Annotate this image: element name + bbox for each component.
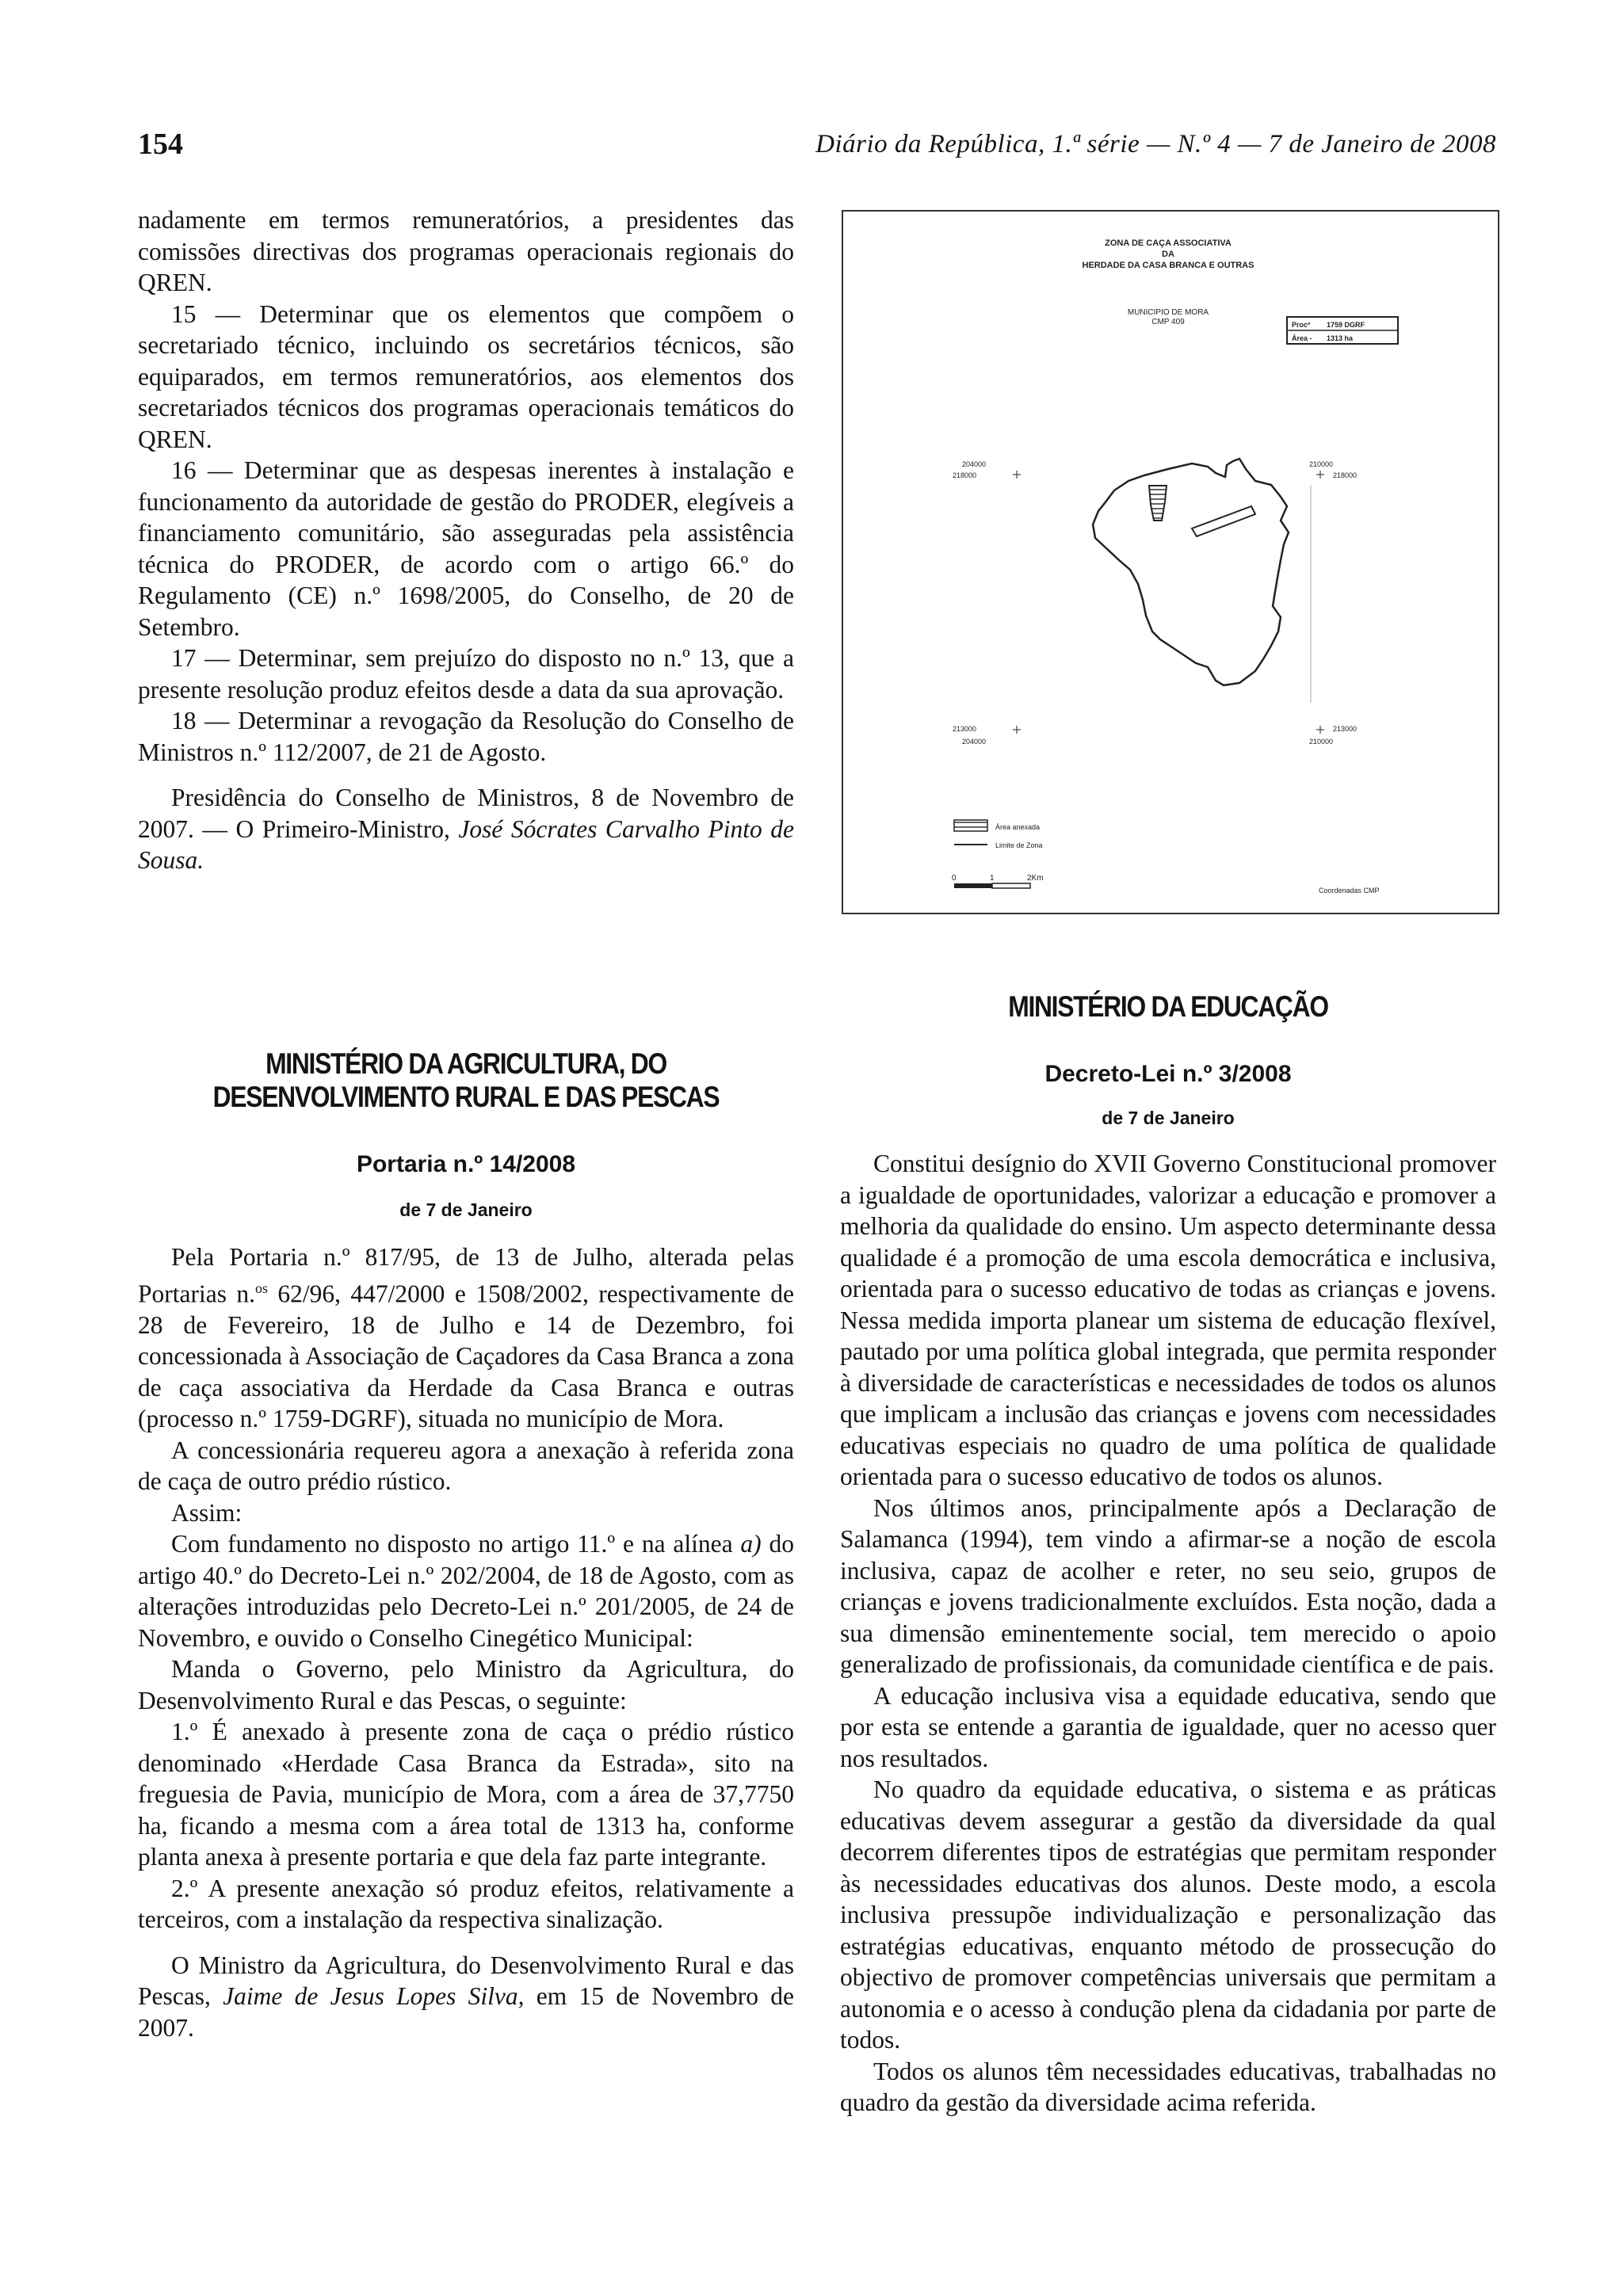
decree-title: Decreto-Lei n.º 3/2008	[1044, 1061, 1292, 1087]
paragraph: Com fundamento no disposto no artigo 11.º e na alínea a) do artigo 40.º do Decreto-Lei n.º 202/2004, de 18 de Agosto, com as alterações introduzidas pelo Decreto-Lei n.º 201/2005, de 24 de Novembro, e ouvido o Conselho Cinegético Municipal:	[138, 1530, 794, 1652]
paragraph: A educação inclusiva visa a equidade educativa, sendo que por esta se entende a garantia de igualdade, quer no acesso quer nos resultados.	[840, 1681, 1496, 1772]
signature-text: Presidência do Conselho de Ministros, 8 de Novembro de 2007. — O Primeiro-Ministro,	[138, 784, 794, 843]
paragraph: Constitui desígnio do XVII Governo Constitucional promover a igualdade de oportunidades, valorizar a educação e promover a melhoria da qualidade do ensino. Um aspecto determinante dessa qualidade é a promoção de uma escola democrática e inclusiva, orientada para o sucesso educativo de todas as crianças e jovens. Nessa medida importa planear um sistema de educação flexível, pautado por uma política global integrada, que permita responder à diversidade de características e necessidades de todos os alunos que implicam a inclusão das crianças e jovens com necessidades educativas especiais no quadro de uma política de qualidade orientada para o sucesso educativo de todos os alunos.	[840, 1150, 1496, 1490]
left-column-portaria	[138, 1047, 794, 2043]
coord-bl-left: 213000	[953, 725, 977, 733]
paragraph: 15 — Determinar que os elementos que compõem o secretariado técnico, incluindo os secretários técnicos, são equiparados, em termos remuneratórios, aos elementos dos secretariados técnicos dos programas operacionais temáticos do QREN.	[138, 299, 794, 453]
paragraph: nadamente em termos remuneratórios, a presidentes das comissões directivas dos programas operacionais regionais do QREN.	[138, 206, 794, 296]
scale-label-2: 2Km	[1027, 874, 1044, 883]
coords-note: Coordenadas CMP	[1319, 887, 1380, 894]
coord-bl-bottom: 204000	[962, 738, 987, 746]
map-title-3: HERDADE DA CASA BRANCA E OUTRAS	[1082, 261, 1254, 270]
decree-title: Portaria n.º 14/2008	[356, 1151, 576, 1177]
map-legend	[954, 820, 1043, 849]
scale-bar	[952, 874, 1044, 888]
paragraph: Pela Portaria n.º 817/95, de 13 de Julho, alterada pelas Portarias n.$^{os}$ 62/96, 447/2000 e 1508/2002, respectivamente de 28 de Fevereiro, 18 de Julho e 14 de Dezembro, foi concessionada à Associação de Caçadores da Casa Branca a zona de caça associativa da Herdade da Casa Branca e outras (processo n.º 1759-DGRF), situada no município de Mora.	[138, 1243, 794, 1432]
map-proc-label: Procº	[1292, 321, 1311, 329]
legend-limit: Limite de Zona	[995, 841, 1043, 849]
paragraph: Assim:	[171, 1498, 242, 1527]
coord-tl-top: 204000	[962, 460, 987, 468]
map-info-box	[1287, 317, 1398, 344]
paragraph: Nos últimos anos, principalmente após a Declaração de Salamanca (1994), tem vindo a afirmar-se a noção de escola inclusiva, capaz de acolher e reter, no seu seio, grupos de crianças e jovens tradicionalmente excluídos. Esta noção, dada a sua dimensão eminentemente social, tem merecido o apoio generalizado de profissionais, da comunidade científica e de pais.	[840, 1493, 1496, 1678]
right-column-decreto	[840, 990, 1496, 2119]
map-figure	[842, 210, 1499, 914]
map-proc-value: 1759 DGRF	[1327, 321, 1365, 329]
paragraph: No quadro da equidade educativa, o sistema e as práticas educativas devem assegurar a gestão da diversidade da qual decorrem diferentes tipos de estratégias que permitam responder às necessidades educativas dos alunos. Deste modo, a escola inclusiva pressupõe individualização e personalização das estratégias educativas, enquanto método de prossecução do objectivo de promover competências universais que permitam a autonomia e o acesso à condução plena da cidadania por parte de todos.	[840, 1775, 1496, 2054]
paragraph: 17 — Determinar, sem prejuízo do disposto no n.º 13, que a presente resolução produz efeitos desde a data da sua aprovação.	[138, 644, 794, 704]
map-area-value: 1313 ha	[1327, 334, 1354, 342]
left-column-continuation	[138, 204, 794, 876]
publication-title: Diário da República, 1.ª série — N.º 4 — 7 de Janeiro de 2008	[815, 130, 1496, 158]
coord-tr-right: 218000	[1333, 471, 1358, 479]
decree-date: de 7 de Janeiro	[1102, 1107, 1235, 1128]
scale-label-1: 1	[990, 874, 995, 883]
coord-tr-top: 210000	[1309, 460, 1334, 468]
ministry-heading: MINISTÉRIO DA EDUCAÇÃO	[1008, 990, 1328, 1023]
paragraph: Manda o Governo, pelo Ministro da Agricultura, do Desenvolvimento Rural e das Pescas, o seguinte:	[138, 1655, 794, 1714]
map-svg	[843, 212, 1498, 913]
coord-br-bottom: 210000	[1309, 738, 1334, 746]
coord-br-right: 213000	[1333, 725, 1358, 733]
ministry-heading: MINISTÉRIO DA AGRICULTURA, DO DESENVOLVIMENTO RURAL E DAS PESCAS	[212, 1047, 720, 1113]
paragraph: 18 — Determinar a revogação da Resolução do Conselho de Ministros n.º 112/2007, de 21 de Agosto.	[138, 707, 794, 766]
map-title-2: DA	[1162, 250, 1174, 259]
paragraph: 2.º A presente anexação só produz efeitos, relativamente a terceiros, com a instalação da respectiva sinalização.	[138, 1874, 794, 1933]
paragraph: Todos os alunos têm necessidades educativas, trabalhadas no quadro da gestão da diversidade acima referida.	[840, 2057, 1496, 2116]
paragraph: A concessionária requereu agora a anexação à referida zona de caça de outro prédio rústico.	[138, 1436, 794, 1495]
map-municipality: MUNICIPIO DE MORA	[1127, 308, 1209, 317]
map-area-label: Área -	[1292, 334, 1312, 342]
decree-date: de 7 de Janeiro	[399, 1199, 533, 1220]
map-title-1: ZONA DE CAÇA ASSOCIATIVA	[1105, 238, 1232, 248]
paragraph: 1.º É anexado à presente zona de caça o prédio rústico denominado «Herdade Casa Branca da Estrada», sito na freguesia de Pavia, município de Mora, com a área de 37,7750 ha, ficando a mesma com a área total de 1313 ha, conforme planta anexa à presente portaria e que dela faz parte integrante.	[138, 1718, 794, 1871]
closing-paragraph: O Ministro da Agricultura, do Desenvolvimento Rural e das Pescas, Jaime de Jesus Lopes Silva, em 15 de Novembro de 2007.	[138, 1951, 795, 2042]
paragraph: 16 — Determinar que as despesas inerentes à instalação e funcionamento da autoridade de gestão do PRODER, elegíveis a financiamento comunitário, são asseguradas pela assistência técnica do PRODER, de acordo com o artigo 66.º do Regulamento (CE) n.º 1698/2005, do Conselho, de 20 de Setembro.	[138, 456, 794, 641]
legend-annexed: Área anexada	[995, 823, 1041, 831]
coord-tl-left: 218000	[953, 471, 977, 479]
map-cmp: CMP 409	[1151, 318, 1185, 326]
zone-boundary	[1093, 459, 1289, 685]
signature-paragraph	[138, 782, 794, 876]
page-number: 154	[138, 128, 183, 161]
scale-label-0: 0	[952, 874, 957, 883]
signature-name: José Sócrates Carvalho Pinto de Sousa.	[138, 814, 794, 874]
